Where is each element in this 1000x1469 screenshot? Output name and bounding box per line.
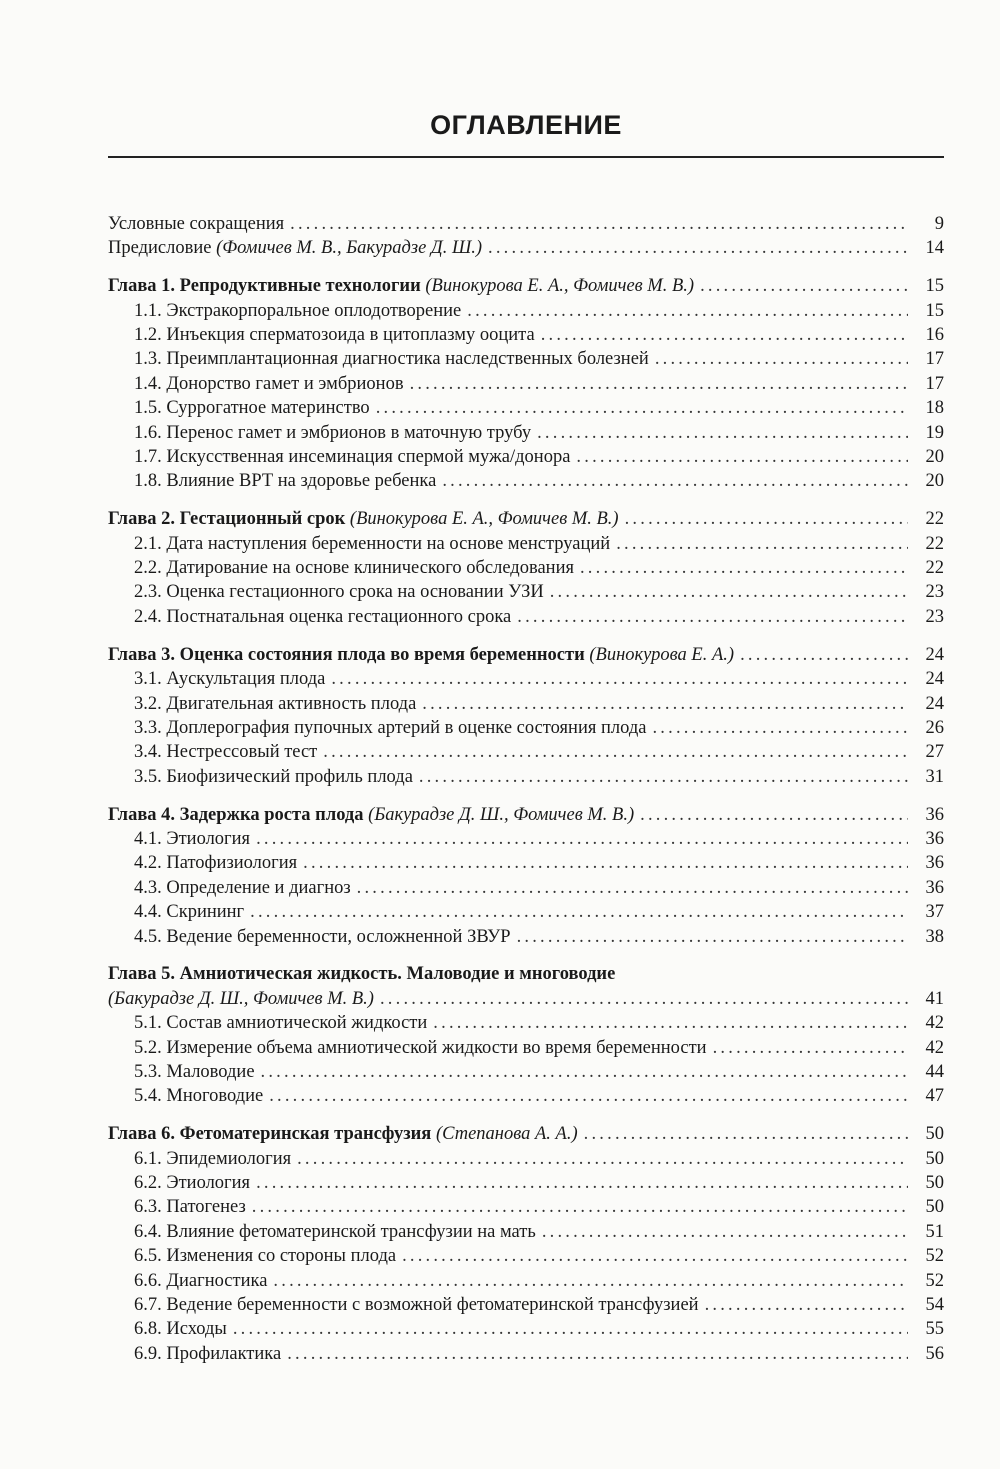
dot-leader bbox=[550, 580, 908, 604]
section-title: 3.2. Двигательная активность плода bbox=[134, 693, 417, 714]
dot-leader bbox=[250, 900, 908, 924]
chapter-author: (Степанова А. А.) bbox=[435, 1124, 578, 1145]
page-number: 41 bbox=[925, 988, 944, 1009]
page-number: 56 bbox=[925, 1343, 944, 1364]
section-title: 6.3. Патогенез bbox=[134, 1197, 246, 1218]
section-title: 4.5. Ведение беременности, осложненной ЗВУР bbox=[134, 926, 511, 947]
chapter-heading[interactable] bbox=[108, 643, 944, 667]
page-number: 19 bbox=[925, 422, 944, 443]
page-number: 36 bbox=[925, 804, 944, 825]
chapter-author: (Винокурова Е. А., Фомичев М. В.) bbox=[425, 276, 695, 297]
page-number: 22 bbox=[925, 558, 944, 579]
entry-label bbox=[134, 396, 370, 420]
entry-label bbox=[134, 1317, 227, 1341]
dot-leader bbox=[419, 765, 908, 789]
dot-leader bbox=[261, 1060, 908, 1084]
page-number: 27 bbox=[925, 742, 944, 763]
entry-label bbox=[134, 556, 574, 580]
dot-leader bbox=[616, 532, 908, 556]
entry-label bbox=[134, 716, 646, 740]
page-number: 24 bbox=[925, 669, 944, 690]
dot-leader bbox=[442, 469, 908, 493]
entry-label bbox=[134, 1220, 536, 1244]
dot-leader bbox=[290, 212, 908, 236]
dot-leader bbox=[402, 1244, 908, 1268]
section-entry[interactable] bbox=[108, 692, 944, 716]
page-number: 42 bbox=[925, 1037, 944, 1058]
entry-author: (Фомичев М. В., Бакурадзе Д. Ш.) bbox=[216, 238, 483, 259]
section-title: 5.4. Многоводие bbox=[134, 1086, 264, 1107]
section-entry[interactable] bbox=[108, 1195, 944, 1219]
section-title: 4.2. Патофизиология bbox=[134, 853, 298, 874]
section-title: 2.4. Постнатальная оценка гестационного срока bbox=[134, 606, 512, 627]
page-number: 20 bbox=[925, 471, 944, 492]
section-entry[interactable] bbox=[108, 851, 944, 875]
section-entry[interactable] bbox=[108, 1011, 944, 1035]
entry-label bbox=[134, 347, 649, 371]
entry-title: Предисловие bbox=[108, 238, 212, 259]
dot-leader bbox=[256, 1171, 908, 1195]
dot-leader bbox=[252, 1195, 908, 1219]
dot-leader bbox=[713, 1036, 908, 1060]
dot-leader bbox=[410, 372, 908, 396]
section-entry[interactable] bbox=[108, 323, 944, 347]
dot-leader bbox=[584, 1122, 908, 1146]
chapter-heading-continued[interactable] bbox=[108, 987, 944, 1011]
page-number: 51 bbox=[925, 1221, 944, 1242]
section-entry[interactable] bbox=[108, 469, 944, 493]
entry-label bbox=[134, 692, 416, 716]
entry-label bbox=[134, 827, 250, 851]
section-entry[interactable] bbox=[108, 421, 944, 445]
section-entry[interactable] bbox=[108, 396, 944, 420]
dot-leader bbox=[517, 605, 908, 629]
section-title: 2.1. Дата наступления беременности на основе менструаций bbox=[134, 533, 611, 554]
dot-leader bbox=[537, 421, 908, 445]
page-number: 24 bbox=[925, 693, 944, 714]
section-entry[interactable] bbox=[108, 445, 944, 469]
dot-leader bbox=[580, 556, 908, 580]
chapter-title: Глава 4. Задержка роста плода bbox=[108, 804, 364, 825]
entry-label bbox=[134, 1147, 291, 1171]
page-number: 50 bbox=[925, 1148, 944, 1169]
section-entry[interactable] bbox=[108, 580, 944, 604]
section-title: 5.1. Состав амниотической жидкости bbox=[134, 1013, 428, 1034]
dot-leader bbox=[256, 827, 908, 851]
dot-leader bbox=[273, 1269, 908, 1293]
entry-label bbox=[134, 469, 436, 493]
dot-leader bbox=[576, 445, 908, 469]
chapter-author: (Винокурова Е. А., Фомичев М. В.) bbox=[349, 509, 619, 530]
dot-leader bbox=[303, 851, 908, 875]
page-number: 15 bbox=[925, 276, 944, 297]
entry-label bbox=[134, 1342, 281, 1366]
page-number: 15 bbox=[925, 300, 944, 321]
entry-label bbox=[108, 803, 634, 827]
section-title: 6.6. Диагностика bbox=[134, 1270, 268, 1291]
page-number: 26 bbox=[925, 717, 944, 738]
entry-title: Условные сокращения bbox=[108, 214, 285, 234]
chapter-title: Глава 2. Гестационный срок bbox=[108, 509, 346, 530]
page-title: ОГЛАВЛЕНИЕ bbox=[430, 110, 622, 140]
section-entry[interactable] bbox=[108, 299, 944, 323]
dot-leader bbox=[655, 347, 908, 371]
chapter-heading[interactable] bbox=[108, 962, 944, 986]
section-entry[interactable] bbox=[108, 876, 944, 900]
entry-label bbox=[134, 1084, 263, 1108]
entry-label bbox=[134, 532, 610, 556]
entry-label bbox=[134, 1244, 396, 1268]
chapter-heading[interactable] bbox=[108, 803, 944, 827]
section-entry[interactable] bbox=[108, 1147, 944, 1171]
section-entry[interactable] bbox=[108, 347, 944, 371]
entry-label bbox=[108, 1122, 578, 1146]
section-entry[interactable] bbox=[108, 1269, 944, 1293]
entry-label bbox=[134, 1269, 267, 1293]
entry-label bbox=[134, 1036, 707, 1060]
section-title: 5.2. Измерение объема амниотической жидкости во время беременности bbox=[134, 1037, 707, 1058]
entry-label bbox=[134, 1195, 246, 1219]
entry-label bbox=[134, 925, 511, 949]
dot-leader bbox=[488, 236, 908, 260]
page-number: 36 bbox=[925, 828, 944, 849]
dot-leader bbox=[331, 667, 908, 691]
section-entry[interactable] bbox=[108, 765, 944, 789]
chapter-heading[interactable] bbox=[108, 507, 944, 531]
section-title: 3.1. Аускультация плода bbox=[134, 669, 326, 690]
page-number: 17 bbox=[925, 373, 944, 394]
dot-leader bbox=[625, 507, 908, 531]
section-entry[interactable] bbox=[108, 1342, 944, 1366]
section-title: 1.6. Перенос гамет и эмбрионов в маточную трубу bbox=[134, 422, 532, 443]
page-number: 47 bbox=[925, 1086, 944, 1107]
section-entry[interactable] bbox=[108, 605, 944, 629]
chapter-heading[interactable] bbox=[108, 1122, 944, 1146]
page-number: 50 bbox=[925, 1173, 944, 1194]
page-number: 42 bbox=[925, 1013, 944, 1034]
page-number: 52 bbox=[925, 1246, 944, 1267]
section-entry[interactable] bbox=[108, 1084, 944, 1108]
entry-label bbox=[134, 323, 535, 347]
dot-leader bbox=[433, 1011, 908, 1035]
section-entry[interactable] bbox=[108, 925, 944, 949]
entry-label bbox=[134, 1171, 250, 1195]
dot-leader bbox=[705, 1293, 908, 1317]
dot-leader bbox=[380, 987, 908, 1011]
page-number: 54 bbox=[925, 1295, 944, 1316]
section-entry[interactable] bbox=[108, 1060, 944, 1084]
section-entry[interactable] bbox=[108, 556, 944, 580]
section-entry[interactable] bbox=[108, 1171, 944, 1195]
chapter-author: (Бакурадзе Д. Ш., Фомичев М. В.) bbox=[108, 988, 374, 1009]
section-title: 6.4. Влияние фетоматеринской трансфузии на мать bbox=[134, 1221, 536, 1242]
page-number: 17 bbox=[925, 349, 944, 370]
chapter-title: Глава 5. Амниотическая жидкость. Маловодие и многоводие bbox=[108, 964, 616, 985]
section-entry[interactable] bbox=[108, 1244, 944, 1268]
page-number: 38 bbox=[925, 926, 944, 947]
page-number: 14 bbox=[925, 238, 944, 259]
chapter-title: Глава 1. Репродуктивные технологии bbox=[108, 276, 421, 297]
toc-entry[interactable] bbox=[108, 212, 944, 236]
entry-label bbox=[134, 445, 570, 469]
page-number: 22 bbox=[925, 509, 944, 530]
entry-label bbox=[108, 962, 615, 986]
page-number: 31 bbox=[925, 766, 944, 787]
page-number: 50 bbox=[925, 1197, 944, 1218]
page-number: 18 bbox=[925, 398, 944, 419]
section-entry[interactable] bbox=[108, 372, 944, 396]
entry-label bbox=[108, 236, 482, 260]
dot-leader bbox=[640, 803, 908, 827]
section-title: 3.4. Нестрессовый тест bbox=[134, 742, 318, 763]
section-entry[interactable] bbox=[108, 716, 944, 740]
chapter-author: (Бакурадзе Д. Ш., Фомичев М. В.) bbox=[368, 804, 635, 825]
entry-label bbox=[134, 1293, 699, 1317]
page-number: 36 bbox=[925, 853, 944, 874]
chapter-heading[interactable] bbox=[108, 274, 944, 298]
section-entry[interactable] bbox=[108, 900, 944, 924]
page-number: 20 bbox=[925, 447, 944, 468]
entry-label bbox=[134, 765, 413, 789]
dot-leader bbox=[541, 323, 908, 347]
section-title: 1.3. Преимплантационная диагностика наследственных болезней bbox=[134, 349, 649, 370]
section-title: 4.1. Этиология bbox=[134, 828, 251, 849]
dot-leader bbox=[740, 643, 908, 667]
section-title: 1.2. Инъекция сперматозоида в цитоплазму ооцита bbox=[134, 325, 535, 346]
chapter-title: Глава 6. Фетоматеринская трансфузия bbox=[108, 1124, 432, 1145]
entry-label bbox=[134, 851, 297, 875]
dot-leader bbox=[323, 740, 908, 764]
section-entry[interactable] bbox=[108, 667, 944, 691]
section-entry[interactable] bbox=[108, 1036, 944, 1060]
entry-label bbox=[134, 1011, 427, 1035]
section-title: 1.8. Влияние ВРТ на здоровье ребенка bbox=[134, 471, 437, 492]
page-number: 36 bbox=[925, 877, 944, 898]
section-title: 6.5. Изменения со стороны плода bbox=[134, 1246, 397, 1267]
page-number: 24 bbox=[925, 644, 944, 665]
section-entry[interactable] bbox=[108, 740, 944, 764]
dot-leader bbox=[700, 274, 908, 298]
dot-leader bbox=[269, 1084, 908, 1108]
section-title: 1.7. Искусственная инсеминация спермой мужа/донора bbox=[134, 447, 571, 468]
page-number: 37 bbox=[925, 902, 944, 923]
section-entry[interactable] bbox=[108, 827, 944, 851]
title-divider bbox=[108, 156, 944, 158]
dot-leader bbox=[287, 1342, 908, 1366]
dot-leader bbox=[297, 1147, 908, 1171]
dot-leader bbox=[357, 876, 908, 900]
entry-label bbox=[108, 274, 694, 298]
toc-entry[interactable] bbox=[108, 236, 944, 260]
section-title: 6.9. Профилактика bbox=[134, 1343, 282, 1364]
dot-leader bbox=[233, 1317, 908, 1341]
dot-leader bbox=[652, 716, 908, 740]
section-title: 6.1. Эпидемиология bbox=[134, 1148, 292, 1169]
section-title: 3.3. Доплерография пупочных артерий в оценке состояния плода bbox=[134, 717, 647, 738]
page-number: 22 bbox=[925, 533, 944, 554]
entry-label bbox=[108, 643, 734, 667]
page-number: 9 bbox=[934, 214, 944, 234]
page-number: 44 bbox=[925, 1062, 944, 1082]
entry-label bbox=[134, 876, 351, 900]
section-title: 1.4. Донорство гамет и эмбрионов bbox=[134, 373, 404, 394]
section-entry[interactable] bbox=[108, 532, 944, 556]
entry-label bbox=[134, 299, 461, 323]
section-title: 6.8. Исходы bbox=[134, 1319, 227, 1340]
dot-leader bbox=[517, 925, 908, 949]
entry-label bbox=[108, 212, 284, 236]
section-entry[interactable] bbox=[108, 1293, 944, 1317]
section-title: 4.4. Скрининг bbox=[134, 902, 245, 923]
entry-label bbox=[134, 372, 404, 396]
entry-label bbox=[134, 421, 531, 445]
section-title: 2.3. Оценка гестационного срока на основании УЗИ bbox=[134, 582, 544, 603]
dot-leader bbox=[422, 692, 908, 716]
page-number: 52 bbox=[925, 1270, 944, 1291]
page-number: 23 bbox=[925, 606, 944, 627]
entry-label bbox=[108, 507, 619, 531]
section-title: 6.7. Ведение беременности с возможной фетоматеринской трансфузией bbox=[134, 1295, 699, 1316]
chapter-title: Глава 3. Оценка состояния плода во время беременности bbox=[108, 644, 585, 665]
page-number: 16 bbox=[925, 325, 944, 346]
page-number: 55 bbox=[925, 1319, 944, 1340]
entry-label bbox=[134, 900, 244, 924]
section-title: 5.3. Маловодие bbox=[134, 1062, 255, 1082]
section-title: 1.5. Суррогатное материнство bbox=[134, 398, 370, 419]
entry-label bbox=[134, 1060, 255, 1084]
section-entry[interactable] bbox=[108, 1220, 944, 1244]
dot-leader bbox=[376, 396, 908, 420]
entry-label bbox=[134, 667, 325, 691]
table-of-contents bbox=[108, 212, 944, 1366]
section-title: 2.2. Датирование на основе клинического обследования bbox=[134, 558, 574, 579]
entry-label bbox=[134, 605, 511, 629]
dot-leader bbox=[542, 1220, 908, 1244]
section-entry[interactable] bbox=[108, 1317, 944, 1341]
page-number: 23 bbox=[925, 582, 944, 603]
chapter-author: (Винокурова Е. А.) bbox=[589, 644, 735, 665]
section-title: 4.3. Определение и диагноз bbox=[134, 877, 351, 898]
dot-leader bbox=[467, 299, 908, 323]
entry-label bbox=[134, 580, 544, 604]
entry-label bbox=[134, 740, 317, 764]
section-title: 3.5. Биофизический профиль плода bbox=[134, 766, 413, 787]
page-number: 50 bbox=[925, 1124, 944, 1145]
section-title: 1.1. Экстракорпоральное оплодотворение bbox=[134, 300, 462, 321]
entry-label bbox=[108, 987, 374, 1011]
section-title: 6.2. Этиология bbox=[134, 1173, 251, 1194]
